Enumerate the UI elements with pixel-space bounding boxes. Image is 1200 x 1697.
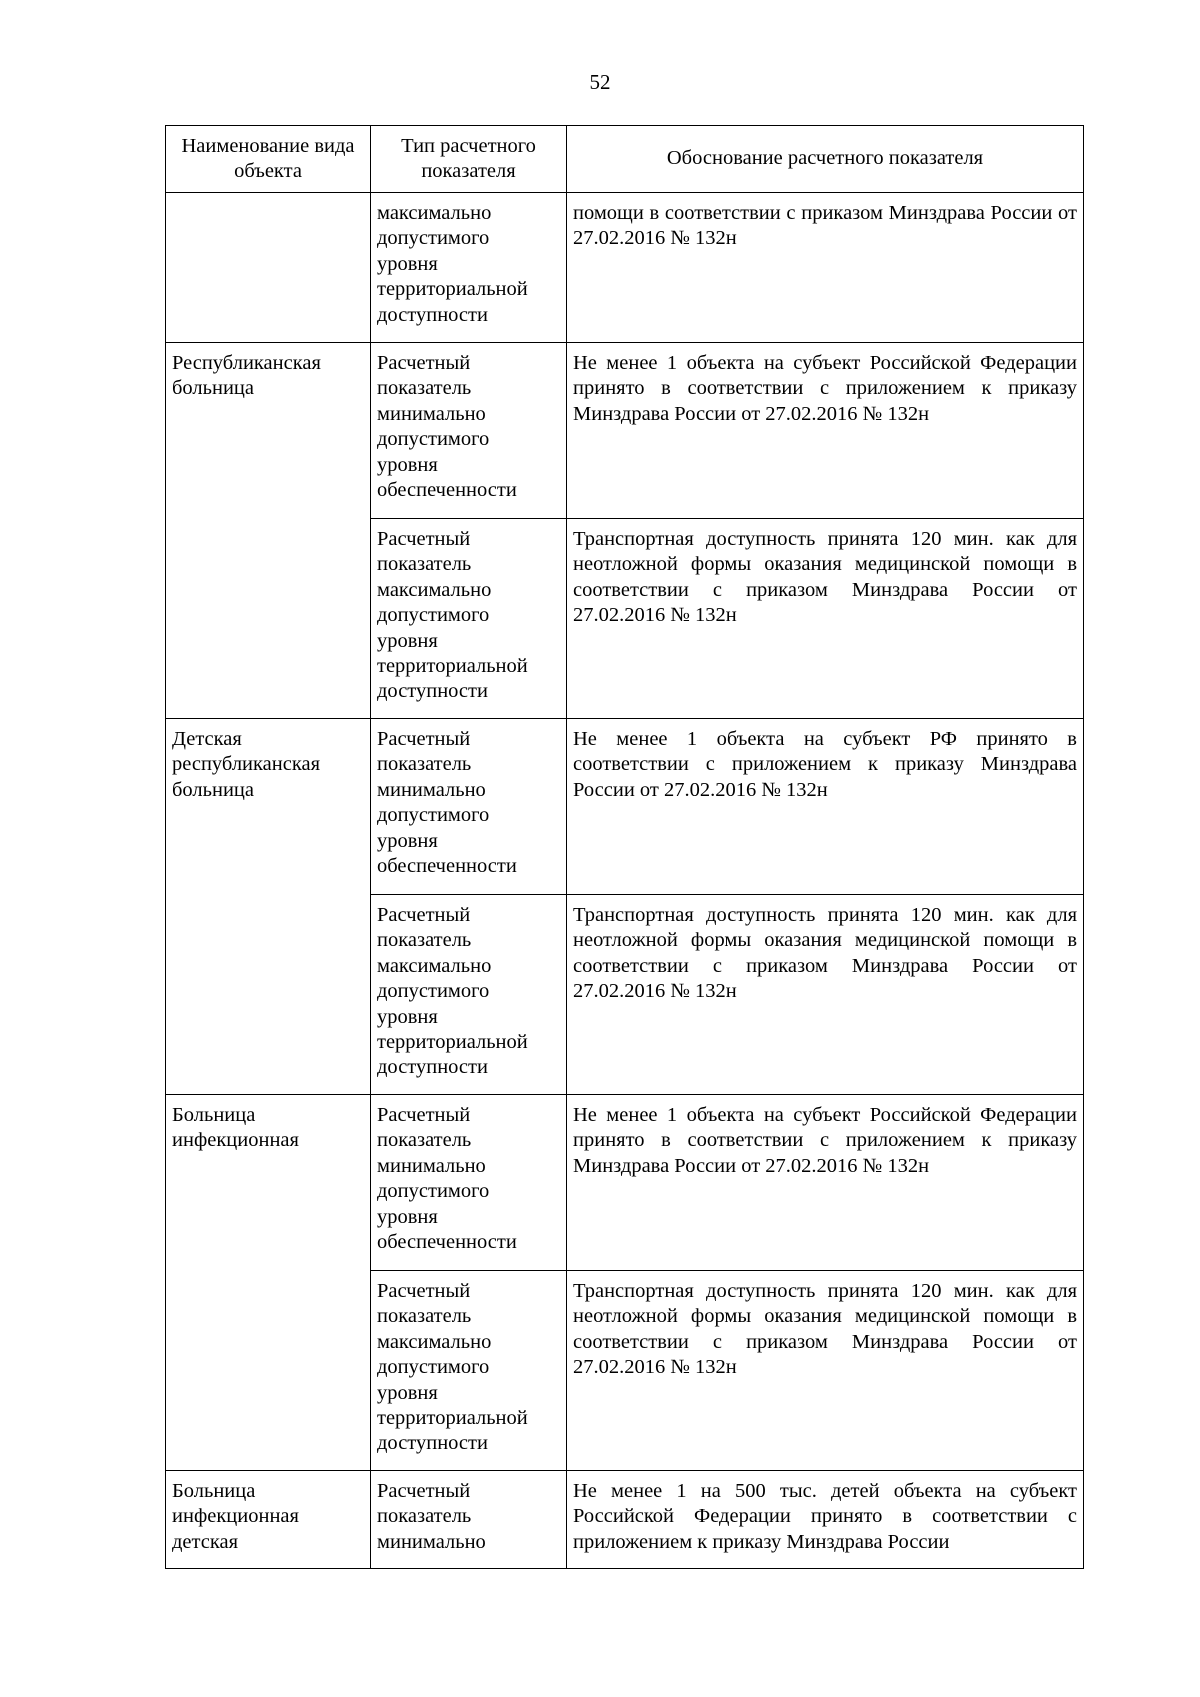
header-indicator-basis: Обоснование расчетного показателя bbox=[567, 126, 1084, 193]
cell-indicator-basis: Не менее 1 объекта на субъект РФ принято в соответствии с приложением к приказу Минздрава России от 27.02.2016 № 132н bbox=[567, 719, 1084, 895]
cell-indicator-basis: Не менее 1 объекта на субъект Российской Федерации принято в соответствии с приложением к приказу Минздрава России от 27.02.2016 № 132н bbox=[567, 1095, 1084, 1271]
cell-indicator-basis: Транспортная доступность принята 120 мин. как для неотложной формы оказания медицинской помощи в соответствии с приказом Минздрава России от 27.02.2016 № 132н bbox=[567, 895, 1084, 1095]
cell-indicator-type: Расчетный показатель минимально допустимого уровня обеспеченности bbox=[371, 1095, 567, 1271]
cell-indicator-type: Расчетный показатель минимально допустимого уровня обеспеченности bbox=[371, 719, 567, 895]
cell-indicator-basis: Не менее 1 объекта на субъект Российской Федерации принято в соответствии с приложением к приказу Минздрава России от 27.02.2016 № 132н bbox=[567, 343, 1084, 519]
header-indicator-type: Тип расчетного показателя bbox=[371, 126, 567, 193]
cell-object-name bbox=[166, 193, 371, 343]
table-row bbox=[166, 343, 1084, 519]
cell-indicator-basis: Транспортная доступность принята 120 мин. как для неотложной формы оказания медицинской помощи в соответствии с приказом Минздрава России от 27.02.2016 № 132н bbox=[567, 1271, 1084, 1471]
cell-indicator-basis: Транспортная доступность принята 120 мин. как для неотложной формы оказания медицинской помощи в соответствии с приказом Минздрава России от 27.02.2016 № 132н bbox=[567, 519, 1084, 719]
cell-indicator-type: Расчетный показатель минимально bbox=[371, 1471, 567, 1569]
indicators-table bbox=[165, 125, 1084, 1569]
cell-object-name: Больница инфекционная bbox=[166, 1095, 371, 1471]
cell-indicator-basis: Не менее 1 на 500 тыс. детей объекта на субъект Российской Федерации принято в соответствии с приложением к приказу Минздрава России bbox=[567, 1471, 1084, 1569]
cell-indicator-type: Расчетный показатель максимально допустимого уровня территориальной доступности bbox=[371, 519, 567, 719]
cell-object-name: Детская республиканская больница bbox=[166, 719, 371, 1095]
table-row bbox=[166, 1471, 1084, 1569]
cell-indicator-type: максимально допустимого уровня территориальной доступности bbox=[371, 193, 567, 343]
cell-indicator-type: Расчетный показатель максимально допустимого уровня территориальной доступности bbox=[371, 895, 567, 1095]
cell-indicator-type: Расчетный показатель максимально допустимого уровня территориальной доступности bbox=[371, 1271, 567, 1471]
cell-object-name: Больница инфекционная детская bbox=[166, 1471, 371, 1569]
table-row bbox=[166, 193, 1084, 343]
cell-indicator-type: Расчетный показатель минимально допустимого уровня обеспеченности bbox=[371, 343, 567, 519]
cell-indicator-basis: помощи в соответствии с приказом Минздрава России от 27.02.2016 № 132н bbox=[567, 193, 1084, 343]
page-number: 52 bbox=[589, 70, 611, 94]
table-row bbox=[166, 1095, 1084, 1271]
table-header-row bbox=[166, 126, 1084, 193]
cell-object-name: Республиканская больница bbox=[166, 343, 371, 719]
header-object-name: Наименование вида объекта bbox=[166, 126, 371, 193]
table-row bbox=[166, 719, 1084, 895]
